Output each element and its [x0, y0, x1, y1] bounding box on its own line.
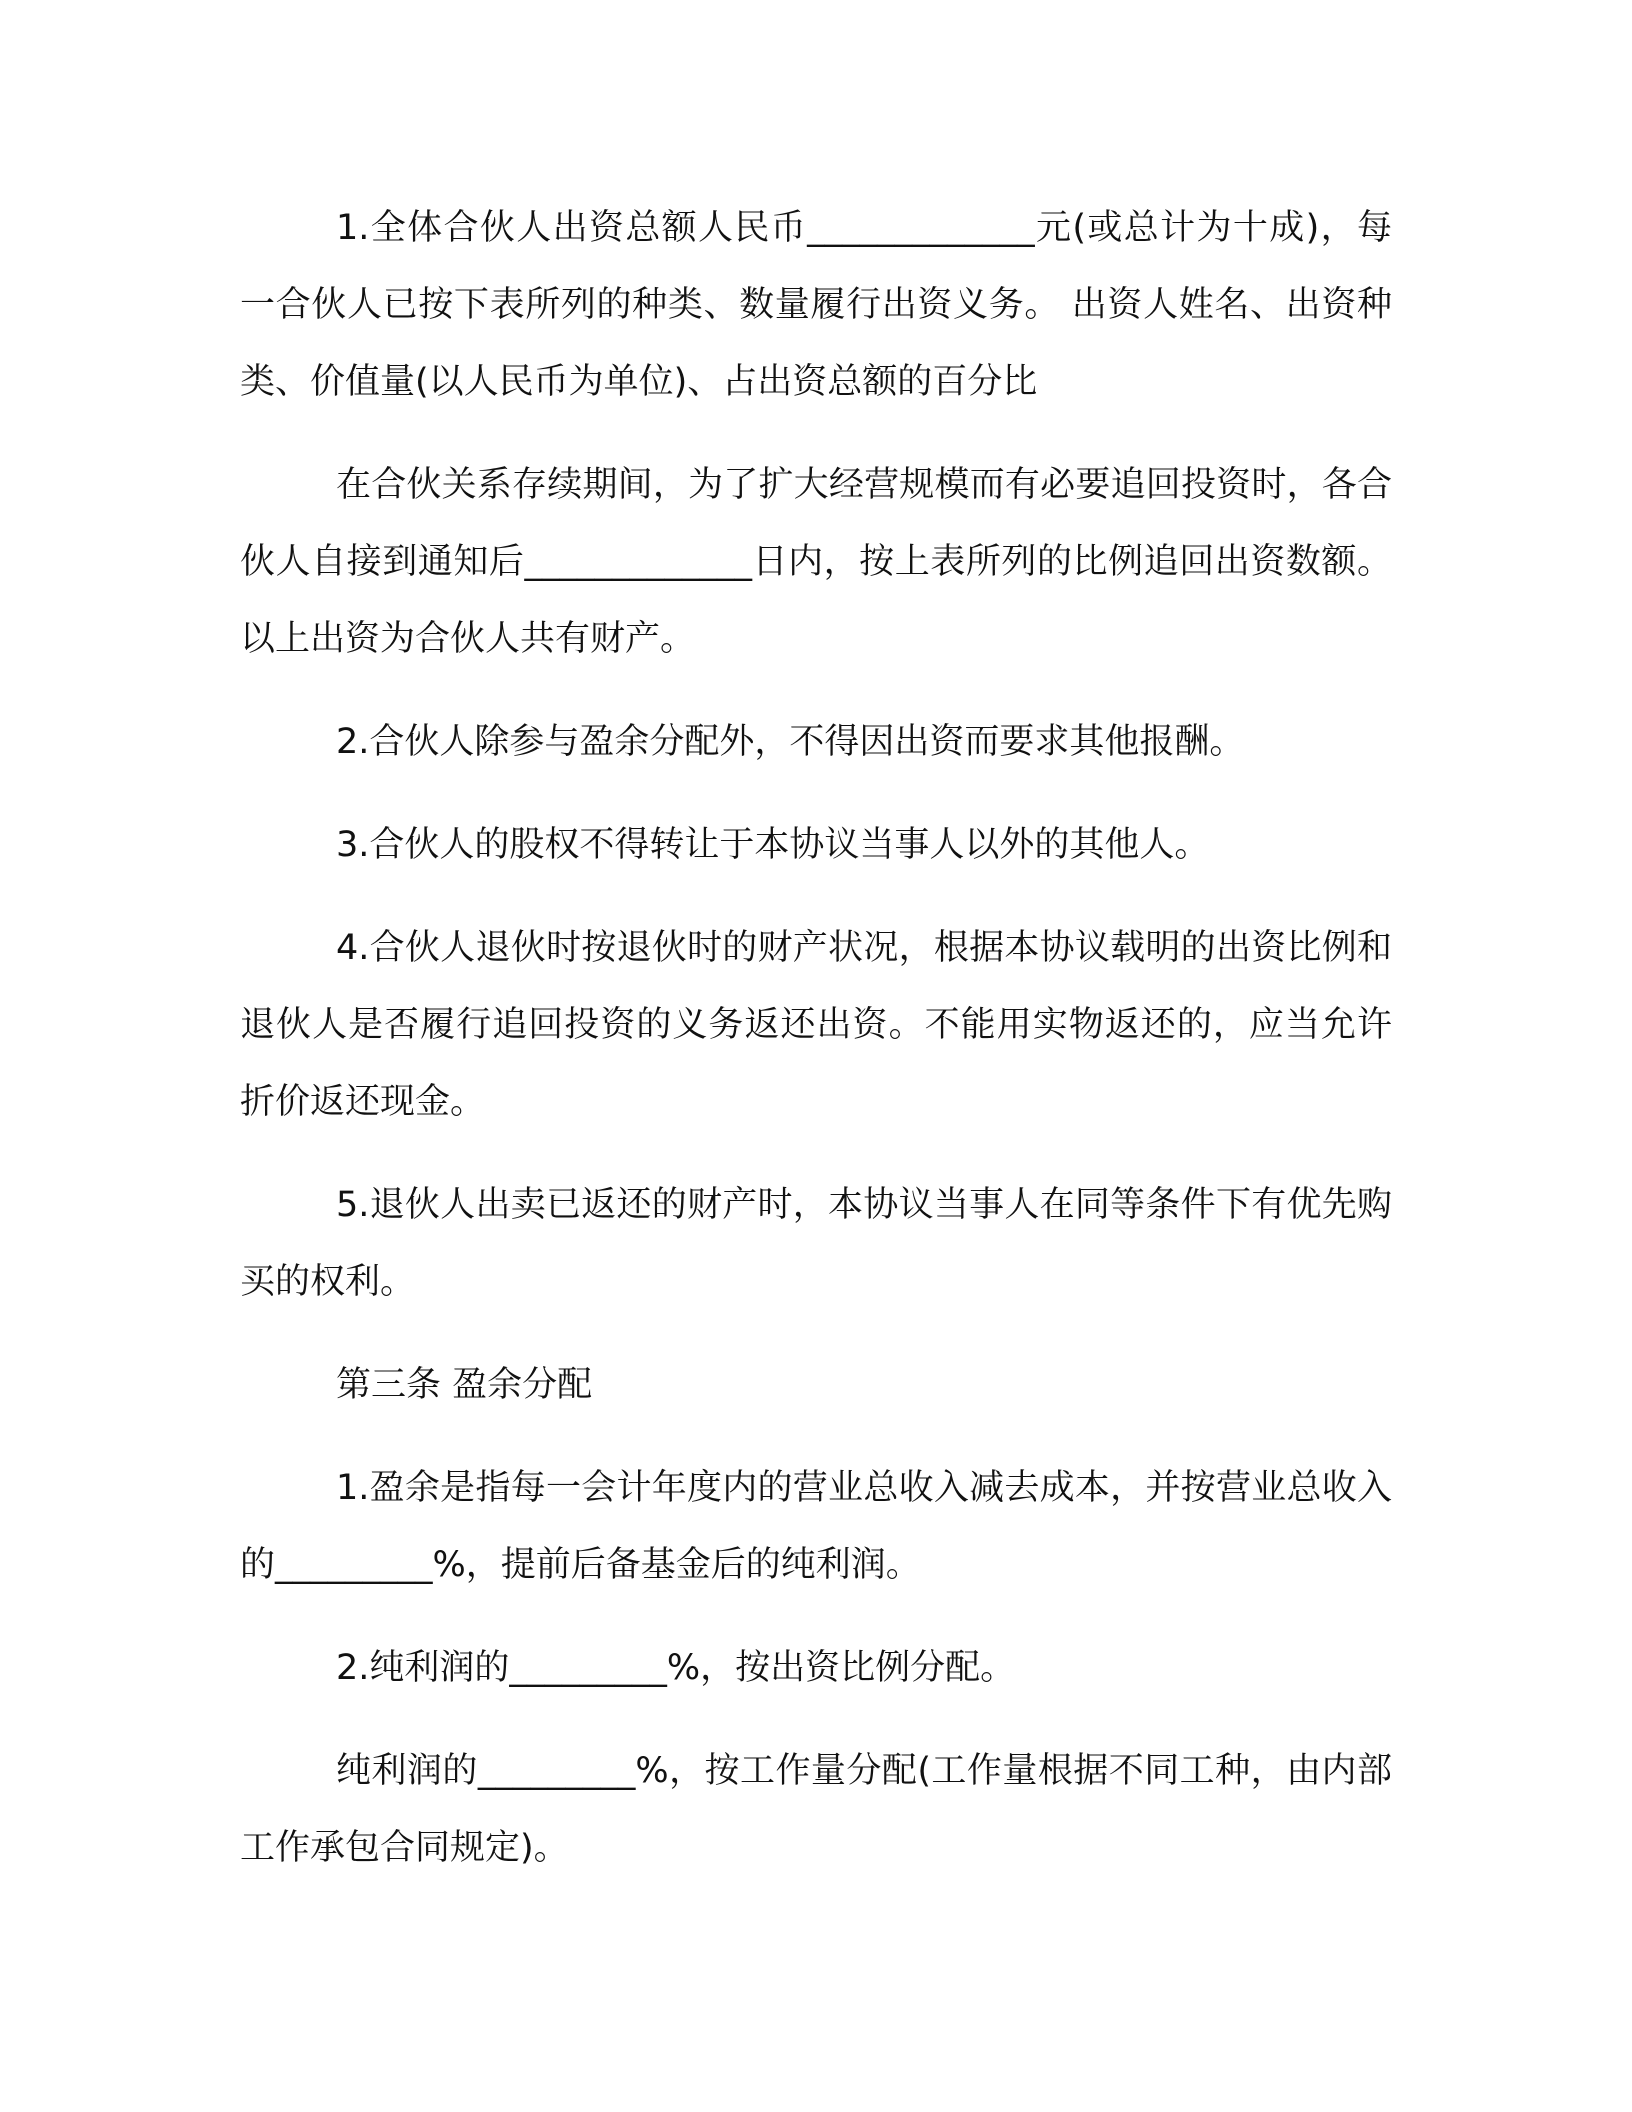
- paragraph-clause-4: 4.合伙人退伙时按退伙时的财产状况，根据本协议载明的出资比例和退伙人是否履行追回投资的义务返还出资。不能用实物返还的，应当允许折价返还现金。: [240, 928, 1392, 1122]
- paragraph-clause-3: 3.合伙人的股权不得转让于本协议当事人以外的其他人。: [336, 825, 1210, 865]
- paragraph-capital-contribution: 1.全体合伙人出资总额人民币_____________元(或总计为十成)，每一合伙人已按下表所列的种类、数量履行出资义务。 出资人姓名、出资种类、价值量(以人民币为单位)、占出资总额的百分比: [240, 208, 1392, 402]
- section-heading: 第三条 盈余分配: [336, 1365, 593, 1405]
- paragraph-profit-by-capital: 2.纯利润的_________%，按出资比例分配。: [336, 1648, 1016, 1688]
- document-body: [240, 190, 1392, 1913]
- paragraph-clause-5: 5.退伙人出卖已返还的财产时，本协议当事人在同等条件下有优先购买的权利。: [240, 1185, 1392, 1302]
- paragraph-clause-2: 2.合伙人除参与盈余分配外，不得因出资而要求其他报酬。: [336, 722, 1245, 762]
- paragraph-profit-by-workload: 纯利润的_________%，按工作量分配(工作量根据不同工种，由内部工作承包合同规定)。: [240, 1751, 1392, 1868]
- paragraph-investment-recall: 在合伙关系存续期间，为了扩大经营规模而有必要追回投资时，各合伙人自接到通知后_____________日内，按上表所列的比例追回出资数额。以上出资为合伙人共有财产。: [240, 465, 1392, 659]
- paragraph-surplus-definition: 1.盈余是指每一会计年度内的营业总收入减去成本，并按营业总收入的_________%，提前后备基金后的纯利润。: [240, 1468, 1392, 1585]
